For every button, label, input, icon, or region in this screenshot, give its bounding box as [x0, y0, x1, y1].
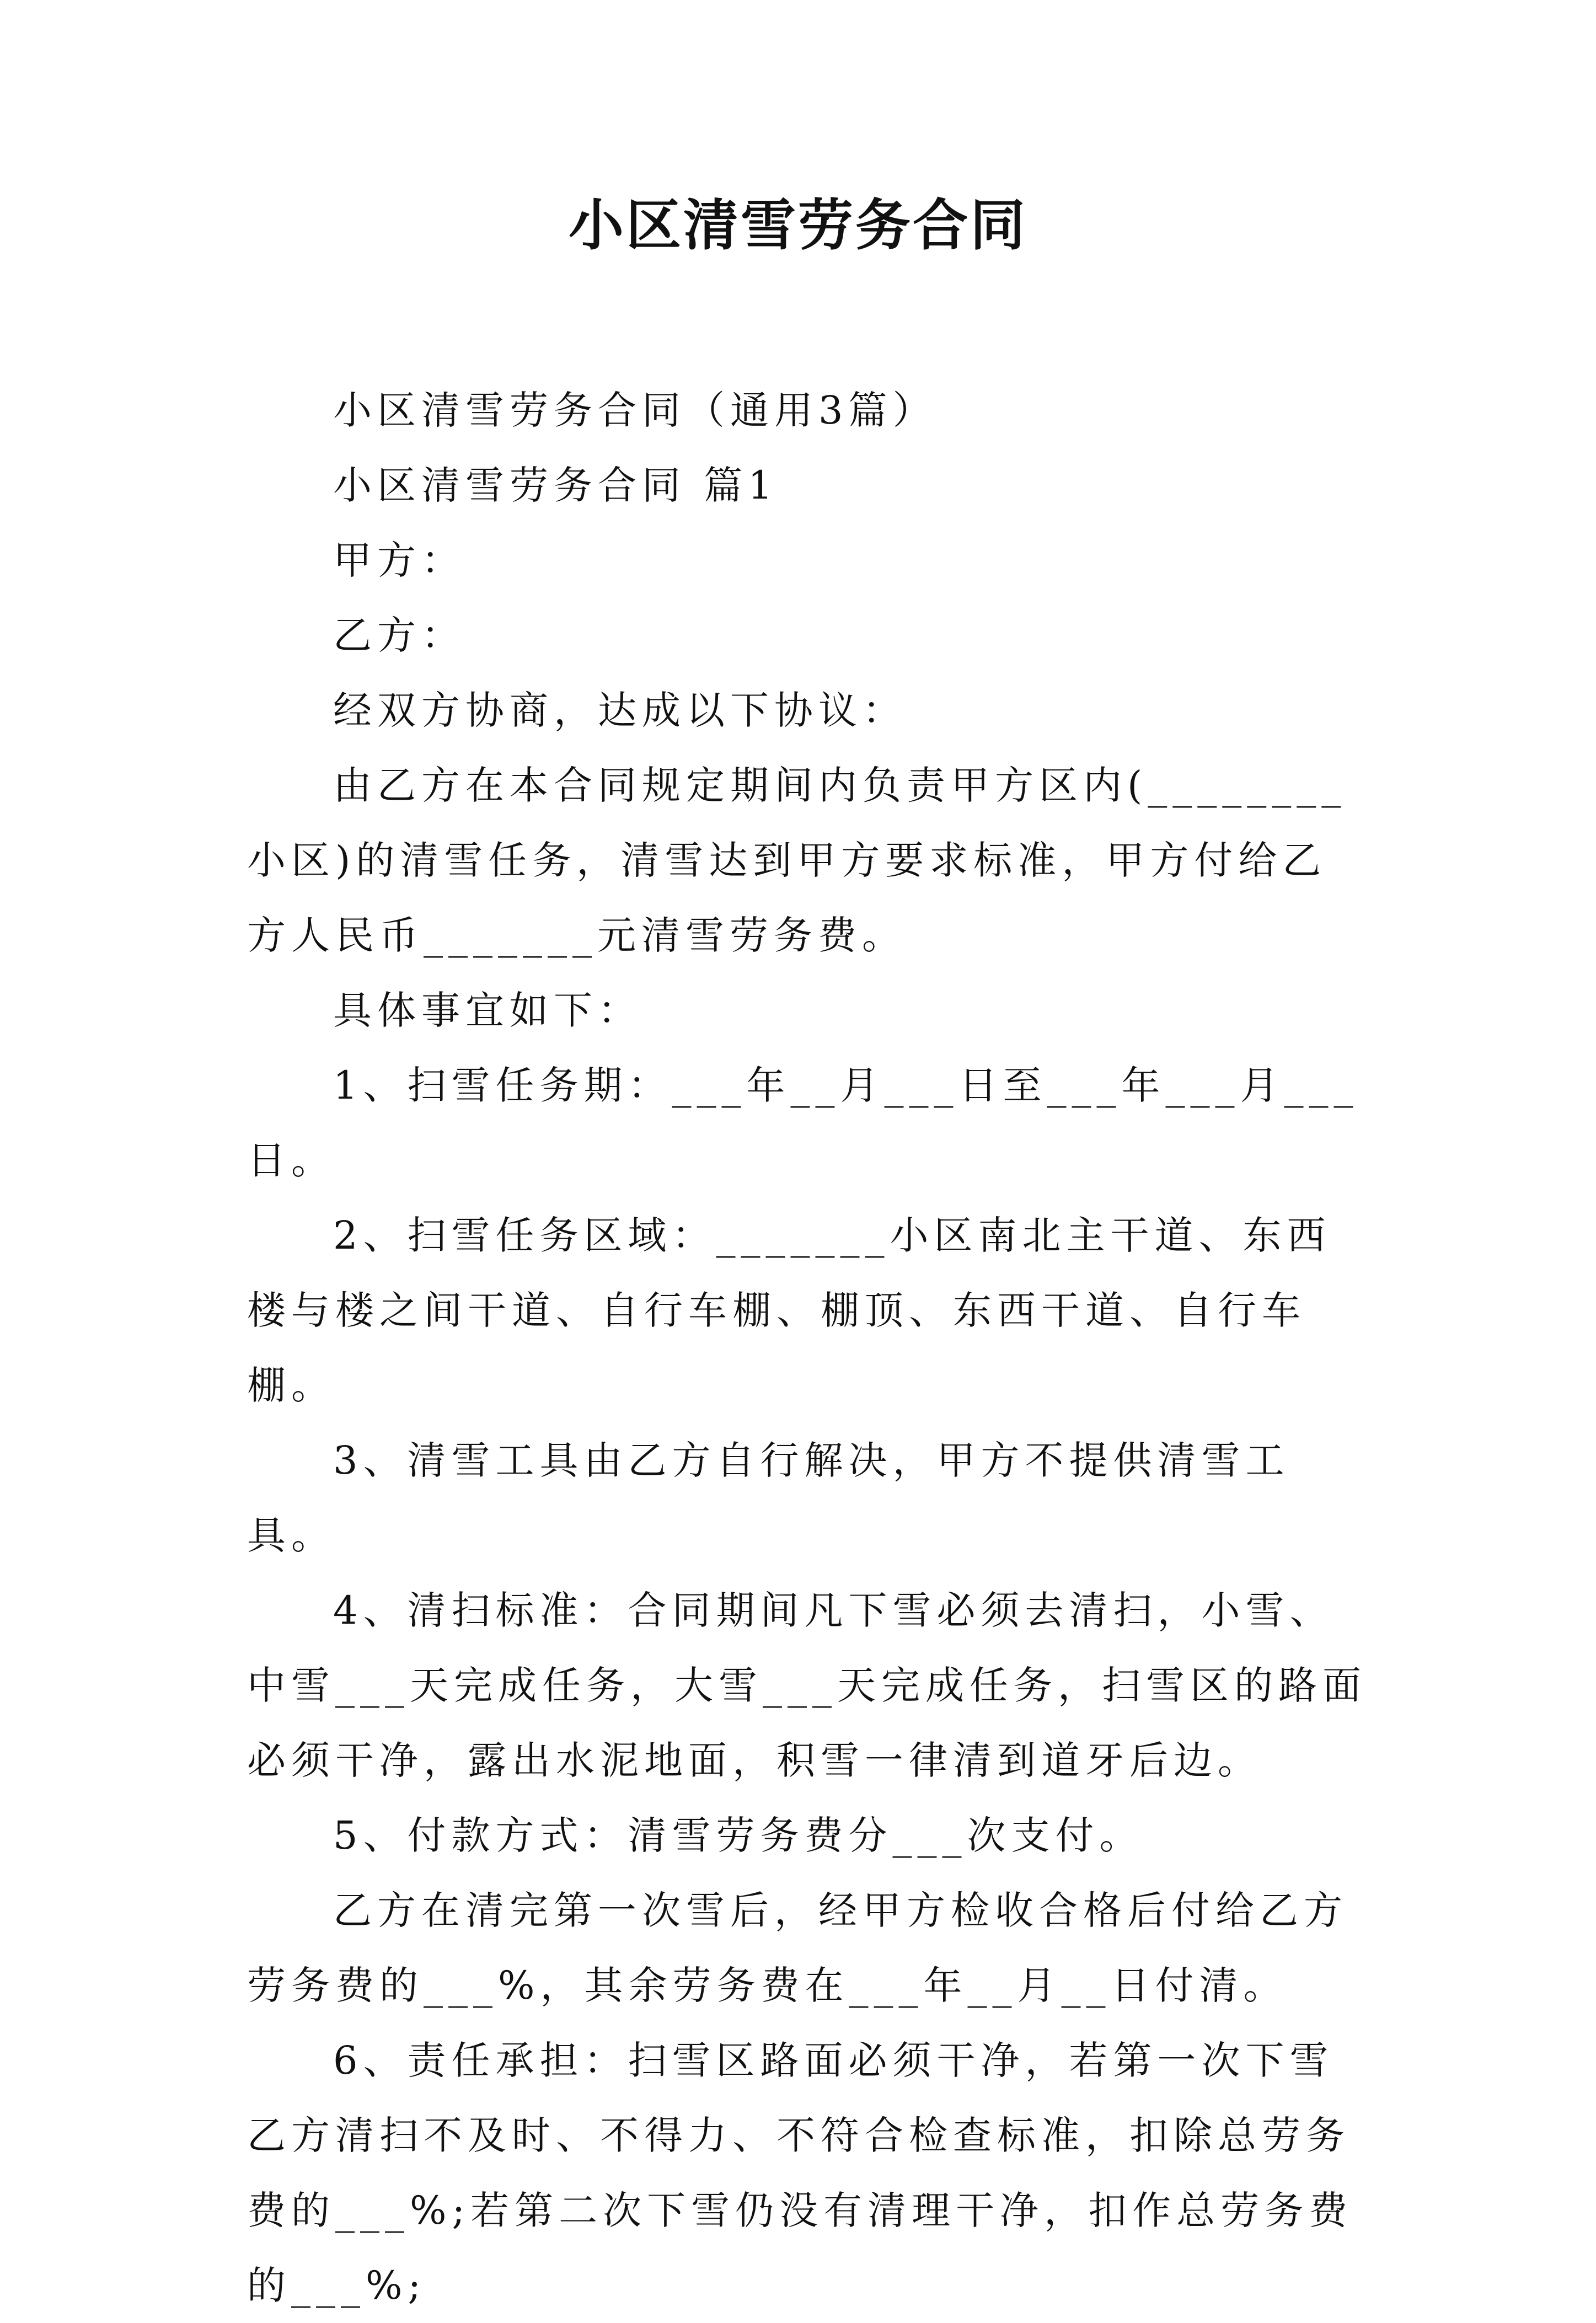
- clause-3: 3、清雪工具由乙方自行解决，甲方不提供清雪工具。: [247, 1438, 1290, 1558]
- clause-5: 5、付款方式：清雪劳务费分___次支付。: [333, 1813, 1144, 1858]
- details-heading: 具体事宜如下：: [333, 988, 642, 1033]
- document-body: [247, 373, 1367, 2323]
- clause-1: 1、扫雪任务期：___年__月___日至___年___月___日。: [247, 1063, 1359, 1183]
- party-b-line: 乙方：: [333, 613, 465, 658]
- document-title: 小区清雪劳务合同: [569, 192, 1027, 258]
- doc-subtitle: 小区清雪劳务合同（通用3篇）: [333, 388, 937, 433]
- party-a-line: 甲方：: [333, 538, 465, 583]
- clause-4: 4、清扫标准：合同期间凡下雪必须去清扫，小雪、中雪___天完成任务，大雪___天完成任务，扫雪区的路面必须干净，露出水泥地面，积雪一律清到道牙后边。: [247, 1588, 1367, 1783]
- payment-paragraph: 乙方在清完第一次雪后，经甲方检收合格后付给乙方劳务费的___%，其余劳务费在___年__月__日付清。: [247, 1888, 1348, 2008]
- clause-2: 2、扫雪任务区域：_______小区南北主干道、东西楼与楼之间干道、自行车棚、棚顶、东西干道、自行车棚。: [247, 1213, 1331, 1408]
- clause-6: 6、责任承担：扫雪区路面必须干净，若第一次下雪乙方清扫不及时、不得力、不符合检查标准，扣除总劳务费的___%;若第二次下雪仍没有清理干净，扣作总劳务费的___%;: [247, 2038, 1353, 2308]
- section-heading: 小区清雪劳务合同 篇1: [333, 463, 778, 508]
- agreement-intro: 经双方协商，达成以下协议：: [333, 688, 907, 733]
- scope-paragraph: 由乙方在本合同规定期间内负责甲方区内(________小区)的清雪任务，清雪达到甲方要求标准，甲方付给乙方人民币_______元清雪劳务费。: [247, 763, 1347, 958]
